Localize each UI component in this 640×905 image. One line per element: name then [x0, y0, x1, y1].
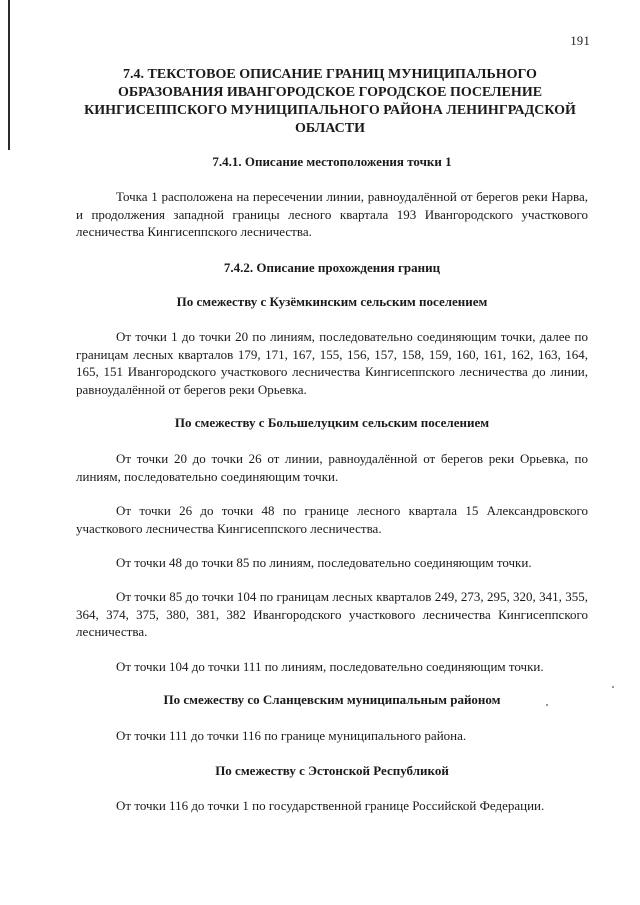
kuzemkino-heading: По смежеству с Кузёмкинским сельским поселением: [176, 294, 488, 309]
scan-edge-line: [8, 0, 10, 150]
scan-speck: [546, 704, 548, 706]
section-7-4-2-heading: 7.4.2. Описание прохождения границ: [223, 260, 441, 275]
document-title: 7.4. ТЕКСТОВОЕ ОПИСАНИЕ ГРАНИЦ МУНИЦИПАЛЬНОГО ОБРАЗОВАНИЯ ИВАНГОРОДСКОЕ ГОРОДСКОЕ ПОСЕЛЕНИЕ КИНГИСЕППСКОГО МУНИЦИПАЛЬНОГО РАЙОНА ЛЕНИНГРАДСКОЙ ОБЛАСТИ: [84, 67, 576, 136]
boundary-paragraph: От точки 111 до точки 116 по границе муниципального района.: [116, 728, 467, 743]
boundary-paragraph: От точки 85 до точки 104 по границам лесных кварталов 249, 273, 295, 320, 341, 355, 364, 374, 375, 380, 381, 382 Ивангородского участкового лесничества Кингисеппского лесничества.: [76, 589, 588, 639]
bolsheluckoe-heading: По смежеству с Большелуцким сельским поселением: [174, 415, 490, 430]
boundary-paragraph: От точки 1 до точки 20 по линиям, последовательно соединяющим точки, далее по границам лесных кварталов 179, 171, 167, 155, 156, 157, 158, 159, 160, 161, 162, 163, 164, 165, 151 Ивангородского участкового лесничества Кингисеппского лесничества до линии, равноудалённой от берегов реки Орьевка.: [76, 329, 588, 397]
scan-speck: [612, 686, 614, 688]
boundary-paragraph: От точки 26 до точки 48 по границе лесного квартала 15 Александровского участкового лесничества Кингисеппского лесничества.: [76, 503, 588, 536]
page-number: 191: [570, 34, 590, 48]
section-7-4-1-heading: 7.4.1. Описание местоположения точки 1: [212, 154, 452, 169]
boundary-paragraph: От точки 116 до точки 1 по государственной границе Российской Федерации.: [116, 798, 545, 813]
boundary-paragraph: От точки 20 до точки 26 от линии, равноудалённой от берегов реки Орьевка, по линиям, последовательно соединяющим точки.: [76, 451, 588, 484]
estonia-heading: По смежеству с Эстонской Республикой: [215, 763, 449, 778]
point-1-description: Точка 1 расположена на пересечении линии, равноудалённой от берегов реки Нарва, и продолжения западной границы лесного квартала 193 Ивангородского участкового лесничества Кингисеппского лесничества.: [76, 189, 588, 239]
boundary-paragraph: От точки 104 до точки 111 по линиям, последовательно соединяющим точки.: [116, 659, 544, 674]
slancy-heading: По смежеству со Сланцевским муниципальным районом: [163, 692, 501, 707]
boundary-paragraph: От точки 48 до точки 85 по линиям, последовательно соединяющим точки.: [116, 555, 532, 570]
